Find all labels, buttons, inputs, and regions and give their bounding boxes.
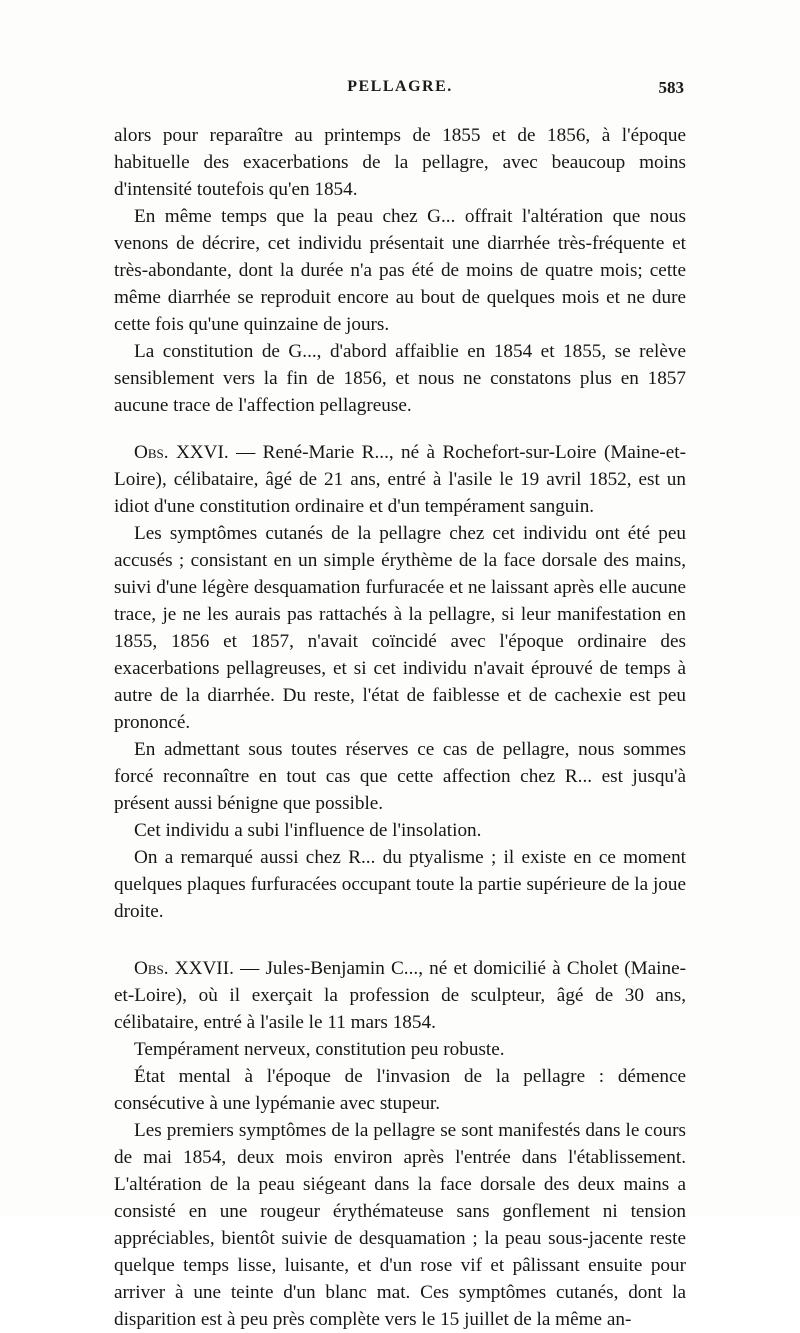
running-title: PELLAGRE.	[347, 78, 453, 95]
paragraph: alors pour reparaître au printemps de 1855 et de 1856, à l'époque habituelle des exacerbations de la pellagre, avec beaucoup moins d'intensité toutefois qu'en 1854.	[114, 125, 686, 200]
paragraph: Cet individu a subi l'influence de l'insolation.	[134, 820, 482, 841]
paragraph: En admettant sous toutes réserves ce cas de pellagre, nous sommes forcé reconnaître en tout cas que cette affection chez R... est jusqu'à présent aussi bénigne que possible.	[114, 739, 686, 814]
observation-heading-26	[114, 439, 686, 520]
paragraph: Les symptômes cutanés de la pellagre chez cet individu ont été peu accusés ; consistant en un simple érythème de la face dorsale des mains, suivi d'une légère desquamation furfuracée et ne laissant après elle aucune trace, je ne les aurais pas rattachés à la pellagre, si leur manifestation en 1855, 1856 et 1857, n'avait coïncidé avec l'époque ordinaire des exacerbations pellagreuses, et si cet individu n'avait éprouvé de temps à autre de la diarrhée. Du reste, l'état de faiblesse et de cachexie est peu prononcé.	[114, 523, 686, 733]
paragraph: Les premiers symptômes de la pellagre se sont manifestés dans le cours de mai 1854, deux mois environ après l'entrée dans l'établissement. L'altération de la peau siégeant dans la face dorsale des deux mains a consisté en une rougeur érythémateuse sans gonflement ni tension appréciables, bientôt suivie de desquamation ; la peau sous-jacente reste quelque temps lisse, luisante, et d'un rose vif et pâlissant ensuite pour arriver à une teinte d'un blanc mat. Ces symptômes cutanés, dont la disparition est à peu près complète vers le 15 juillet de la même an-	[114, 1120, 686, 1330]
observation-label: Obs. XXVII.	[134, 958, 234, 979]
observation-text: — René-Marie R..., né à Rochefort-sur-Loire (Maine-et-Loire), célibataire, âgé de 21 ans, entré à l'asile le 19 avril 1852, est un idiot d'une constitution ordinaire et d'un tempérament sanguin.	[114, 442, 686, 517]
paragraph: État mental à l'époque de l'invasion de la pellagre : démence consécutive à une lypémanie avec stupeur.	[114, 1066, 686, 1114]
observation-label: Obs. XXVI.	[134, 442, 229, 463]
page-header	[116, 78, 684, 104]
paragraph: La constitution de G..., d'abord affaiblie en 1854 et 1855, se relève sensiblement vers la fin de 1856, et nous ne constatons plus en 1857 aucune trace de l'affection pellagreuse.	[114, 341, 686, 416]
observation-heading-27	[114, 955, 686, 1036]
page-number: 583	[658, 78, 684, 97]
section-gap	[114, 419, 686, 439]
observation-text: — Jules-Benjamin C..., né et domicilié à Cholet (Maine-et-Loire), où il exerçait la profession de sculpteur, âgé de 30 ans, célibataire, entré à l'asile le 11 mars 1854.	[114, 958, 686, 1033]
paragraph: On a remarqué aussi chez R... du ptyalisme ; il existe en ce moment quelques plaques furfuracées occupant toute la partie supérieure de la joue droite.	[114, 847, 686, 922]
paragraph: Tempérament nerveux, constitution peu robuste.	[134, 1039, 505, 1060]
section-gap	[114, 925, 686, 955]
page-body	[114, 122, 686, 1333]
paragraph: En même temps que la peau chez G... offrait l'altération que nous venons de décrire, cet individu présentait une diarrhée très-fréquente et très-abondante, dont la durée n'a pas été de moins de quatre mois; cette même diarrhée se reproduit encore au bout de quelques mois et ne dure cette fois qu'une quinzaine de jours.	[114, 206, 686, 335]
